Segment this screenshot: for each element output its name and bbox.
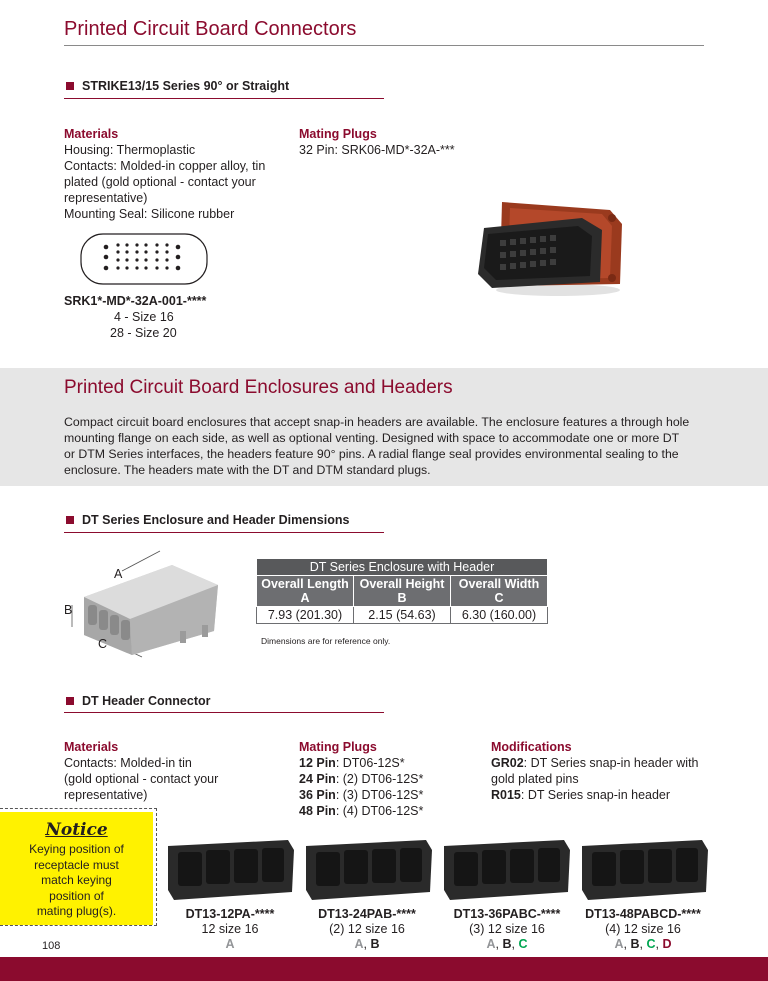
overall-width-value: 6.30 (160.00) xyxy=(451,607,548,624)
dimensions-note: Dimensions are for reference only. xyxy=(261,636,391,646)
mod-gr02-key: GR02 xyxy=(491,756,524,770)
mod-gr02-value: : DT Series snap-in header with xyxy=(523,756,699,770)
col-overall-length-letter: A xyxy=(300,591,310,605)
enclosures-line-3: or DTM Series interfaces, the headers feature 90° pins. A radial flange seal provides environmental sealing to the xyxy=(64,447,679,461)
dimension-label-a: A xyxy=(114,567,123,581)
enclosures-line-4: enclosure. The headers mate with the DT and DTM standard plugs. xyxy=(64,463,431,477)
page-title: Printed Circuit Board Connectors xyxy=(64,18,357,40)
overall-length-value: 7.93 (201.30) xyxy=(257,607,354,624)
enclosures-title: Printed Circuit Board Enclosures and Headers xyxy=(64,377,453,398)
part-24 xyxy=(303,907,431,952)
strike-connector-image xyxy=(470,190,630,298)
notice-line-2: receptacle must xyxy=(34,857,119,872)
header-image-36 xyxy=(444,840,570,900)
part-keys xyxy=(170,937,290,952)
housing-key: Housing xyxy=(64,143,110,157)
mod-r015-value: : DT Series snap-in header xyxy=(520,788,671,802)
part-keys xyxy=(576,937,710,952)
enclosures-line-1: Compact circuit board enclosures that accept snap-in headers are available. The enclosure features a through hole xyxy=(64,415,690,429)
enclosure-diagram xyxy=(62,545,242,665)
header-connector-images xyxy=(160,830,760,906)
part-48 xyxy=(576,907,710,952)
header-modifications xyxy=(491,739,721,803)
key-d: D xyxy=(662,937,672,951)
table-caption: DT Series Enclosure with Header xyxy=(257,559,548,576)
modifications-label: Modifications xyxy=(491,740,572,754)
mating-key: 32 Pin xyxy=(299,143,335,157)
notice-line-3: match keying xyxy=(41,873,112,887)
col-overall-height-letter: B xyxy=(397,591,407,605)
part-description: (2) 12 size 16 xyxy=(329,922,405,936)
key-separator: , xyxy=(511,937,519,951)
mating-12-value: : DT06-12S* xyxy=(335,756,405,770)
col-overall-length xyxy=(257,576,354,607)
col-overall-width xyxy=(451,576,548,607)
housing-value: : Thermoplastic xyxy=(109,143,196,157)
key-separator: , xyxy=(623,937,631,951)
mating-48-key: 48 Pin xyxy=(299,804,336,818)
notice-line-4: position of xyxy=(49,888,104,903)
col-overall-length-label: Overall Length xyxy=(261,577,349,591)
mating-48-value: : (4) DT06-12S* xyxy=(335,804,424,818)
key-b: B xyxy=(502,937,512,951)
contacts-value-line3: representative) xyxy=(64,191,148,205)
notice-box xyxy=(0,812,153,925)
header-mating xyxy=(299,739,479,819)
strike-materials xyxy=(64,126,294,222)
key-b: B xyxy=(370,937,380,951)
header-contacts-line3: representative) xyxy=(64,788,148,802)
enclosures-line-2: mounting flange on each side, as well as optional venting. Designed with space to accommodate one or more DT xyxy=(64,431,680,445)
key-c: C xyxy=(646,937,656,951)
strike-size-2: 28 - Size 20 xyxy=(110,326,177,340)
mod-gr02-value-line2: gold plated pins xyxy=(491,772,579,786)
header-contacts-key: Contacts xyxy=(64,756,114,770)
col-overall-height-label: Overall Height xyxy=(359,577,445,591)
mating-plugs-label: Mating Plugs xyxy=(299,127,377,141)
mating-value: : SRK06-MD*-32A-*** xyxy=(334,143,455,157)
col-overall-width-label: Overall Width xyxy=(458,577,540,591)
part-description: 12 size 16 xyxy=(201,922,259,936)
header-image-48 xyxy=(582,840,708,900)
header-image-12 xyxy=(168,840,294,900)
section-bullet xyxy=(66,697,74,705)
notice-title: Notice xyxy=(45,820,108,840)
materials-label: Materials xyxy=(64,127,119,141)
mating-12-key: 12 Pin xyxy=(299,756,336,770)
dimensions-table xyxy=(256,558,548,624)
pin-layout-diagram xyxy=(80,233,208,285)
part-36 xyxy=(441,907,573,952)
dimensions-heading: DT Series Enclosure and Header Dimensions xyxy=(82,513,350,527)
part-keys xyxy=(441,937,573,952)
header-contacts-line2: (gold optional - contact your xyxy=(64,772,219,786)
part-keys xyxy=(303,937,431,952)
contacts-key: Contacts xyxy=(64,159,114,173)
key-separator: , xyxy=(495,937,503,951)
contacts-value-line2: plated (gold optional - contact your xyxy=(64,175,256,189)
contacts-value: : Molded-in copper alloy, tin xyxy=(113,159,266,173)
strike-part-info xyxy=(64,293,234,341)
key-a: A xyxy=(354,937,364,951)
section-rule xyxy=(64,98,384,99)
dimension-label-c: C xyxy=(98,637,108,651)
strike-mating xyxy=(299,126,519,158)
title-rule xyxy=(64,45,704,46)
mating-36-key: 36 Pin xyxy=(299,788,336,802)
notice-line-1: Keying position of xyxy=(29,842,124,856)
header-materials-label: Materials xyxy=(64,740,119,754)
notice-line-5: mating plug(s). xyxy=(36,904,117,918)
section-bullet xyxy=(66,82,74,90)
key-b: B xyxy=(630,937,640,951)
key-separator: , xyxy=(655,937,663,951)
mod-r015-key: R015 xyxy=(491,788,521,802)
section-bullet xyxy=(66,516,74,524)
part-number: DT13-12PA-**** xyxy=(185,907,275,921)
strike-heading: STRIKE13/15 Series 90° or Straight xyxy=(82,79,290,93)
part-number: DT13-36PABC-**** xyxy=(453,907,561,921)
overall-height-value: 2.15 (54.63) xyxy=(354,607,451,624)
col-overall-width-letter: C xyxy=(494,591,504,605)
mating-36-value: : (3) DT06-12S* xyxy=(335,788,424,802)
part-description: (3) 12 size 16 xyxy=(469,922,545,936)
part-description: (4) 12 size 16 xyxy=(605,922,681,936)
header-materials xyxy=(64,739,289,803)
header-image-24 xyxy=(306,840,432,900)
col-overall-height xyxy=(354,576,451,607)
part-number: DT13-24PAB-**** xyxy=(318,907,416,921)
key-separator: , xyxy=(639,937,647,951)
key-c: C xyxy=(518,937,528,951)
key-a: A xyxy=(614,937,624,951)
mating-24-key: 24 Pin xyxy=(299,772,336,786)
section-rule xyxy=(64,712,384,713)
header-contacts-value: : Molded-in tin xyxy=(113,756,192,770)
header-mating-label: Mating Plugs xyxy=(299,740,377,754)
key-separator: , xyxy=(363,937,371,951)
part-12 xyxy=(170,907,290,952)
page-number: 108 xyxy=(42,940,61,952)
part-number: DT13-48PABCD-**** xyxy=(585,907,701,921)
enclosures-description xyxy=(64,414,754,478)
key-a: A xyxy=(225,937,235,951)
key-a: A xyxy=(486,937,496,951)
seal-value: : Silicone rubber xyxy=(143,207,235,221)
footer-bar xyxy=(0,957,768,981)
seal-key: Mounting Seal xyxy=(64,207,144,221)
mating-24-value: : (2) DT06-12S* xyxy=(335,772,424,786)
dimension-label-b: B xyxy=(64,603,73,617)
strike-size-1: 4 - Size 16 xyxy=(114,310,174,324)
header-connector-heading: DT Header Connector xyxy=(82,694,211,708)
section-rule xyxy=(64,532,384,533)
strike-part-number: SRK1*-MD*-32A-001-**** xyxy=(64,294,207,308)
notice-text xyxy=(0,842,153,920)
